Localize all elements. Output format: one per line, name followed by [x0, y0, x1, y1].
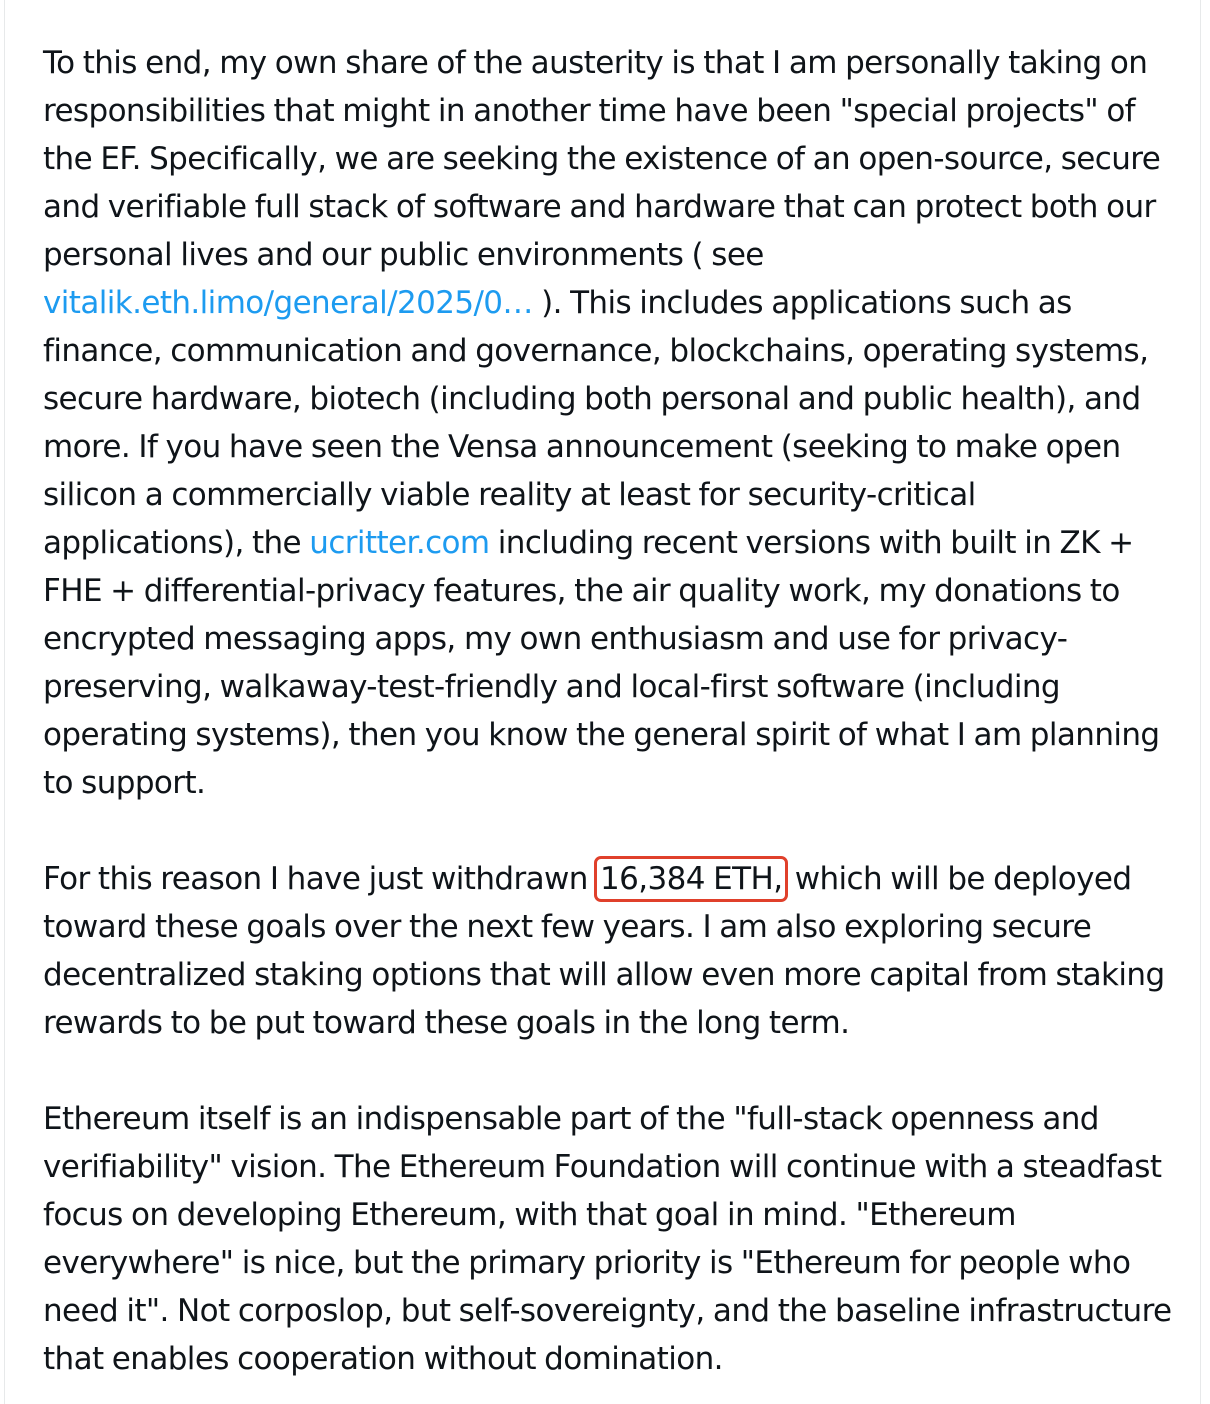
paragraph-spacer [43, 807, 1175, 855]
eth-amount-highlight: 16,384 ETH, [594, 856, 788, 902]
post-body [43, 39, 1175, 1383]
ucritter-link[interactable]: ucritter.com [309, 525, 490, 561]
paragraph-2-text-b: which will be deployed toward these goals over the next few years. I am also exploring secure decentralized staking options that will allow even more capital from staking rewards to be put toward these goals in the long term. [43, 861, 1165, 1041]
post-paragraph-3: Ethereum itself is an indispensable part of the "full-stack openness and verifiability" vision. The Ethereum Foundation will continue with a steadfast focus on developing Ethereum, with that goal in mind. "Ethereum everywhere" is nice, but the primary priority is "Ethereum for people who need it". Not corposlop, but self-sovereignty, and the baseline infrastructure that enables cooperation without domination. [43, 1101, 1172, 1377]
blog-link[interactable]: vitalik.eth.limo/general/2025/0… [43, 285, 533, 321]
post-paragraph-2 [43, 855, 1175, 1047]
post-paragraph-1 [43, 39, 1175, 807]
post-container [4, 0, 1201, 1404]
paragraph-spacer [43, 1047, 1175, 1095]
paragraph-1-text-b: ). This includes applications such as finance, communication and governance, blockchains, operating systems, secure hardware, biotech (including both personal and public health), and more. If you have seen the Vensa announcement (seeking to make open silicon a commercially viable reality at least for security-critical applications), the [43, 285, 1149, 561]
paragraph-1-text-c: including recent versions with built in ZK + FHE + differential-privacy features, the air quality work, my donations to encrypted messaging apps, my own enthusiasm and use for privacy-preserving, walkaway-test-friendly and local-first software (including operating systems), then you know the general spirit of what I am planning to support. [43, 525, 1160, 801]
paragraph-2-text-a: For this reason I have just withdrawn [43, 861, 597, 897]
paragraph-1-text-a: To this end, my own share of the austerity is that I am personally taking on responsibilities that might in another time have been "special projects" of the EF. Specifically, we are seeking the existence of an open-source, secure and verifiable full stack of software and hardware that can protect both our personal lives and our public environments ( see [43, 45, 1161, 273]
